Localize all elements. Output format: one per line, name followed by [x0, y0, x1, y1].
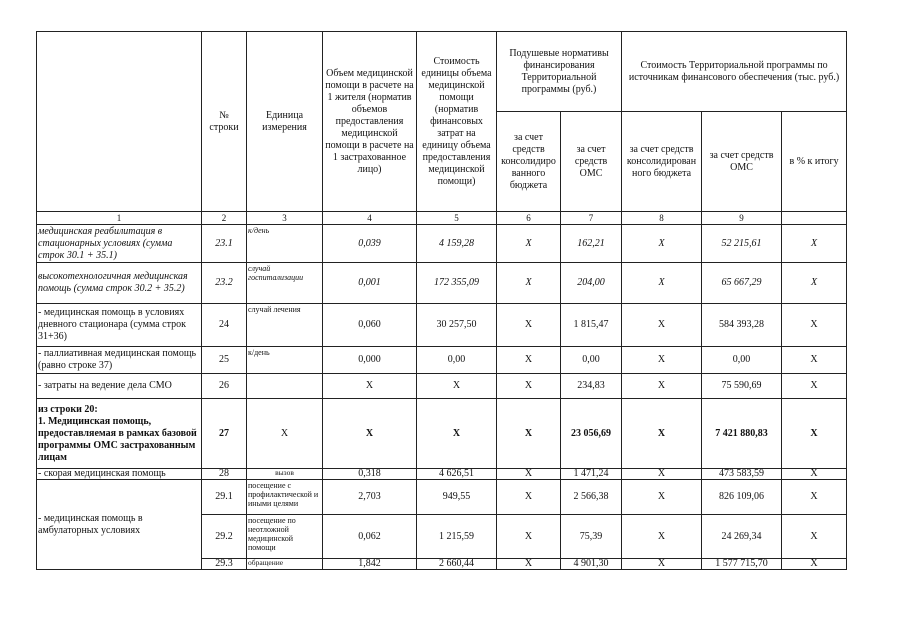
row-pct: X [782, 304, 847, 347]
row-cost-budget: X [622, 515, 702, 559]
row-cost-oms: 24 269,34 [702, 515, 782, 559]
row-pc-oms: 2 566,38 [561, 480, 622, 515]
row-pc-oms: 75,39 [561, 515, 622, 559]
header-cost-oms: за счет средств ОМС [702, 112, 782, 212]
row-pct: X [782, 480, 847, 515]
row-pc-oms: 1 471,24 [561, 469, 622, 480]
row-cost-budget: X [622, 469, 702, 480]
row-unit: к/день [247, 347, 323, 374]
row-cost-budget: X [622, 225, 702, 263]
row-unit: обращение [247, 559, 323, 570]
column-number: 4 [323, 212, 417, 225]
row-volume: 0,039 [323, 225, 417, 263]
row-volume: 0,318 [323, 469, 417, 480]
row-pc-budget: X [497, 374, 561, 399]
row-number: 24 [202, 304, 247, 347]
row-unit-cost: 172 355,09 [417, 263, 497, 304]
header-per-capita-group: Подушевые нормативы финансирования Территориальной программы (руб.) [497, 32, 622, 112]
row-cost-oms: 0,00 [702, 347, 782, 374]
header-cost-group: Стоимость Территориальной программы по источникам финансового обеспечения (тыс. руб.) [622, 32, 847, 112]
row-pc-oms: 162,21 [561, 225, 622, 263]
row-unit-cost: X [417, 374, 497, 399]
row-number: 23.1 [202, 225, 247, 263]
header-cost-budget: за счет средств консолидирован ного бюджета [622, 112, 702, 212]
row-number: 29.3 [202, 559, 247, 570]
row-cost-oms: 1 577 715,70 [702, 559, 782, 570]
row-pc-oms: 1 815,47 [561, 304, 622, 347]
row-cost-oms: 7 421 880,83 [702, 399, 782, 469]
row-number: 27 [202, 399, 247, 469]
row-pc-budget: X [497, 399, 561, 469]
row-cost-budget: X [622, 399, 702, 469]
row-unit: вызов [247, 469, 323, 480]
row-unit-cost: 1 215,59 [417, 515, 497, 559]
row-unit: случай лечения [247, 304, 323, 347]
column-number: 3 [247, 212, 323, 225]
row-pc-budget: X [497, 304, 561, 347]
row-name: высокотехнологичная медицинская помощь (сумма строк 30.2 + 35.2) [37, 263, 202, 304]
header-unit: Единица измерения [247, 32, 323, 212]
row-volume: 1,842 [323, 559, 417, 570]
row-pc-budget: X [497, 469, 561, 480]
row-pct: X [782, 263, 847, 304]
row-pc-budget: X [497, 480, 561, 515]
row-volume: X [323, 374, 417, 399]
row-pc-budget: X [497, 225, 561, 263]
row-name: - затраты на ведение дела СМО [37, 374, 202, 399]
row-name: - скорая медицинская помощь [37, 469, 202, 480]
row-unit: X [247, 399, 323, 469]
row-cost-budget: X [622, 304, 702, 347]
row-cost-oms: 826 109,06 [702, 480, 782, 515]
row-pc-oms: 4 901,30 [561, 559, 622, 570]
row-cost-oms: 473 583,59 [702, 469, 782, 480]
row-number: 29.1 [202, 480, 247, 515]
row-pct: X [782, 469, 847, 480]
row-volume: 2,703 [323, 480, 417, 515]
table-row [37, 347, 847, 374]
row-pc-oms: 234,83 [561, 374, 622, 399]
row-volume: 0,001 [323, 263, 417, 304]
header-volume: Объем медицинской помощи в расчете на 1 жителя (норматив объемов предоставления медицинской помощи в расчете на 1 застрахованное лицо) [323, 32, 417, 212]
header-unit-cost: Стоимость единицы объема медицинской помощи (норматив финансовых затрат на единицу объема предоставления медицинской помощи) [417, 32, 497, 212]
header-pc-budget: за счет средств консолидиро ванного бюджета [497, 112, 561, 212]
row-pc-budget: X [497, 263, 561, 304]
row-pct: X [782, 399, 847, 469]
table-row [37, 480, 847, 515]
row-unit-cost: 2 660,44 [417, 559, 497, 570]
row-cost-budget: X [622, 347, 702, 374]
header-row-1 [37, 32, 847, 112]
row-unit: посещение с профилактической и иными целями [247, 480, 323, 515]
row-volume: 0,062 [323, 515, 417, 559]
column-numbers-row [37, 212, 847, 225]
row-unit-cost: 0,00 [417, 347, 497, 374]
header-cost-pct: в % к итогу [782, 112, 847, 212]
column-number [782, 212, 847, 225]
row-number: 25 [202, 347, 247, 374]
column-number: 1 [37, 212, 202, 225]
row-pc-oms: 0,00 [561, 347, 622, 374]
row-cost-oms: 52 215,61 [702, 225, 782, 263]
row-unit-cost: 4 159,28 [417, 225, 497, 263]
table-row [37, 304, 847, 347]
row-pct: X [782, 559, 847, 570]
column-number: 7 [561, 212, 622, 225]
table-row [37, 263, 847, 304]
header-name-cell [37, 32, 202, 212]
row-name: из строки 20: 1. Медицинская помощь, предоставляемая в рамках базовой программы ОМС застрахованным лицам [37, 399, 202, 469]
table-row [37, 225, 847, 263]
header-row-no: № строки [202, 32, 247, 212]
row-unit: посещение по неотложной медицинской помощи [247, 515, 323, 559]
row-pc-budget: X [497, 559, 561, 570]
row-volume: 0,060 [323, 304, 417, 347]
row-pct: X [782, 225, 847, 263]
row-unit: случай госпитализации [247, 263, 323, 304]
column-number: 6 [497, 212, 561, 225]
row-number: 26 [202, 374, 247, 399]
row-number: 29.2 [202, 515, 247, 559]
column-number: 5 [417, 212, 497, 225]
row-pc-budget: X [497, 347, 561, 374]
row-cost-budget: X [622, 559, 702, 570]
table-row [37, 469, 847, 480]
row-name: - медицинская помощь в условиях дневного стационара (сумма строк 31+36) [37, 304, 202, 347]
row-cost-oms: 75 590,69 [702, 374, 782, 399]
row-pc-oms: 204,00 [561, 263, 622, 304]
row-pct: X [782, 515, 847, 559]
row-unit-cost: X [417, 399, 497, 469]
row-unit-cost: 949,55 [417, 480, 497, 515]
row-cost-budget: X [622, 374, 702, 399]
row-pct: X [782, 374, 847, 399]
row-cost-budget: X [622, 263, 702, 304]
column-number: 9 [702, 212, 782, 225]
row-number: 28 [202, 469, 247, 480]
row-name: - паллиативная медицинская помощь (равно строке 37) [37, 347, 202, 374]
row-name: - медицинская помощь в амбулаторных условиях [37, 480, 202, 570]
row-volume: X [323, 399, 417, 469]
row-number: 23.2 [202, 263, 247, 304]
row-unit: к/день [247, 225, 323, 263]
row-cost-oms: 65 667,29 [702, 263, 782, 304]
column-number: 8 [622, 212, 702, 225]
table-row [37, 374, 847, 399]
row-volume: 0,000 [323, 347, 417, 374]
program-cost-table [36, 31, 847, 570]
row-pc-oms: 23 056,69 [561, 399, 622, 469]
row-name: медицинская реабилитация в стационарных условиях (сумма строк 30.1 + 35.1) [37, 225, 202, 263]
row-cost-oms: 584 393,28 [702, 304, 782, 347]
column-number: 2 [202, 212, 247, 225]
row-pc-budget: X [497, 515, 561, 559]
row-cost-budget: X [622, 480, 702, 515]
table-row [37, 399, 847, 469]
row-unit [247, 374, 323, 399]
header-pc-oms: за счет средств ОМС [561, 112, 622, 212]
row-pct: X [782, 347, 847, 374]
row-unit-cost: 4 626,51 [417, 469, 497, 480]
row-unit-cost: 30 257,50 [417, 304, 497, 347]
